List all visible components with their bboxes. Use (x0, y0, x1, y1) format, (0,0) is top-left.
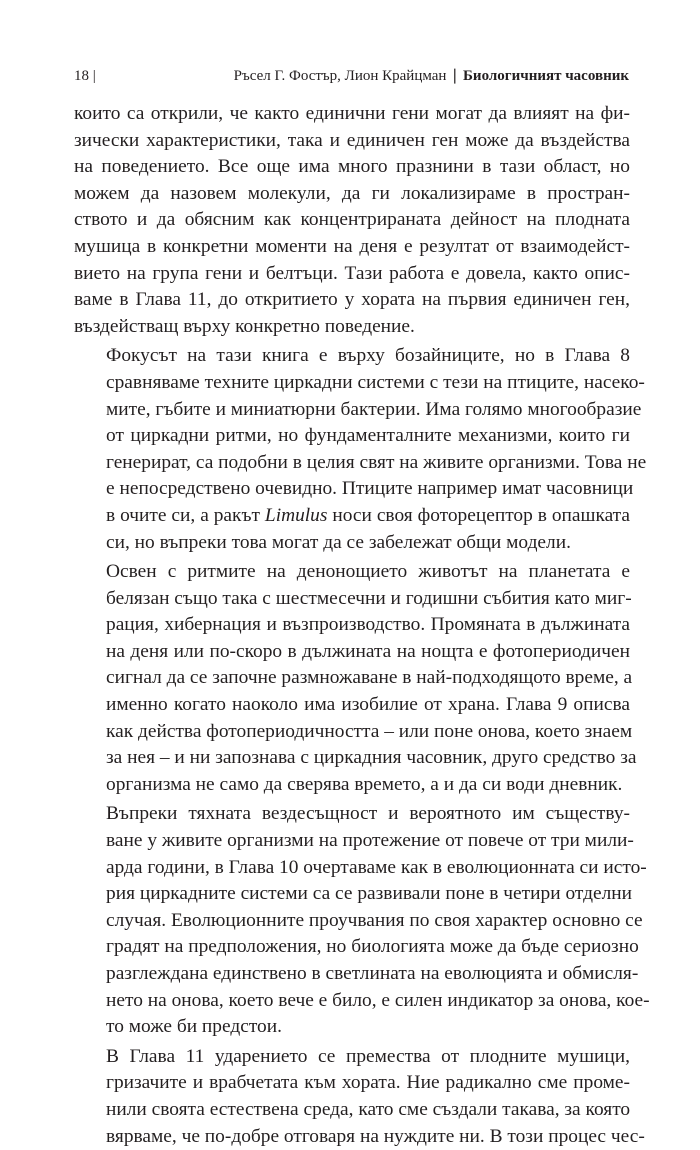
text-line: от циркадни ритми, но фундаменталните механизми, които ги (106, 425, 630, 447)
text-line: нили своята естествена среда, като сме създали такава, за която (106, 1098, 631, 1120)
text-line: на поведението. Все още има много празнини в тази област, но (74, 156, 630, 178)
text-line: белязан също така с шестмесечни и годишни събития като миг- (106, 587, 632, 609)
text-line: градят на предположения, но биологията може да бъде сериозно (106, 936, 639, 958)
text-line: именно когато наоколо има изобилие от храна. Глава 9 описва (106, 694, 630, 716)
body-text (74, 101, 650, 1150)
running-head-title (234, 66, 629, 86)
text-line: въздействащ върху конкретно поведение. (74, 315, 415, 337)
text-line: на деня или по-скоро в дължината на нощта е фотопериодичен (106, 640, 630, 662)
text-line: случая. Еволюционните проучвания по своя характер основно се (106, 909, 643, 931)
text-line: арда години, в Глава 10 очертаваме как в еволюционната си исто- (106, 856, 647, 878)
text-line: си, но въпреки това могат да се забележат общи модели. (106, 531, 571, 553)
running-head (74, 66, 629, 86)
text-line: В Глава 11 ударението се премества от плодните мушици, (106, 1045, 630, 1067)
text-line: Фокусът на тази книга е върху бозайниците, но в Глава 8 (106, 345, 630, 367)
text-line: как действа фотопериодичността – или поне онова, което знаем (106, 720, 633, 742)
paragraph (74, 343, 647, 556)
italic-term: Limulus (264, 504, 328, 526)
text-line: мушица в конкретни моменти на деня е резултат от взаимодейст- (74, 235, 630, 257)
text-line: които са открили, че както единични гени могат да влияят на фи- (74, 103, 630, 124)
authors: Ръсел Г. Фостър, Лион Крайцман (233, 68, 447, 84)
text-line: можем да назовем молекули, да ги локализираме в простран- (74, 182, 630, 204)
text-line: гризачите и врабчетата към хората. Ние радикално сме проме- (106, 1072, 630, 1094)
text-line: то може би предстои. (106, 1016, 282, 1038)
text-line: Освен с ритмите на денонощието животът на планетата е (106, 561, 630, 583)
text-line: сравняваме техните циркадни системи с тези на птиците, насеко- (106, 371, 645, 393)
paragraph (74, 559, 637, 798)
text-line: разглеждана единствено в светлината на еволюцията и обмисля- (106, 963, 639, 984)
paragraph (74, 801, 650, 1040)
text-line: организма не само да сверява времето, а и да си води дневник. (106, 773, 623, 795)
text-line: в очите си, а ракът Limulus носи своя фоторецептор в опашката (106, 504, 630, 526)
text-line: рия циркадните системи са се развивали поне в четири отделни (106, 883, 632, 905)
text-line: нето на онова, което вече е било, е силен индикатор за онова, кое- (106, 989, 650, 1011)
paragraph (74, 1044, 645, 1150)
text-line: рация, хибернация и възпроизводство. Промяната в дължината (106, 614, 630, 636)
text-line: сигнал да се започне размножаване в най-подходящото време, а (106, 667, 633, 689)
text-line: зически характеристики, така и единичен ген може да въздейства (74, 129, 630, 151)
text-line: генерират, са подобни в целия свят на живите организми. Това не (106, 451, 647, 473)
text-line: вярваме, че по-добре отговаря на нуждите ни. В този процес чес- (106, 1125, 645, 1147)
book-title: Биологичният часовник (463, 68, 629, 84)
text-line: ване у живите организми на протежение от повече от три мили- (106, 830, 634, 852)
text-line: мите, гъбите и миниатюрни бактерии. Има голямо многообразие (106, 398, 642, 420)
paragraph (74, 101, 630, 340)
page-number: 18 | (74, 68, 96, 84)
text-line: е непосредствено очевидно. Птиците например имат часовници (106, 478, 634, 500)
text-line: ството и да обясним как концентрираната дейност на плодната (74, 209, 630, 231)
text-line: за нея – и ни запознава с циркадния часовник, друго средство за (106, 747, 637, 769)
header-separator: ❘ (448, 68, 462, 84)
text-line: Въпреки тяхната вездесъщност и вероятното им съществу- (106, 803, 630, 825)
text-line: вието на група гени и белтъци. Тази работа е довела, както опис- (74, 262, 630, 284)
text-line: ваме в Глава 11, до откритието у хората на първия единичен ген, (74, 289, 630, 311)
